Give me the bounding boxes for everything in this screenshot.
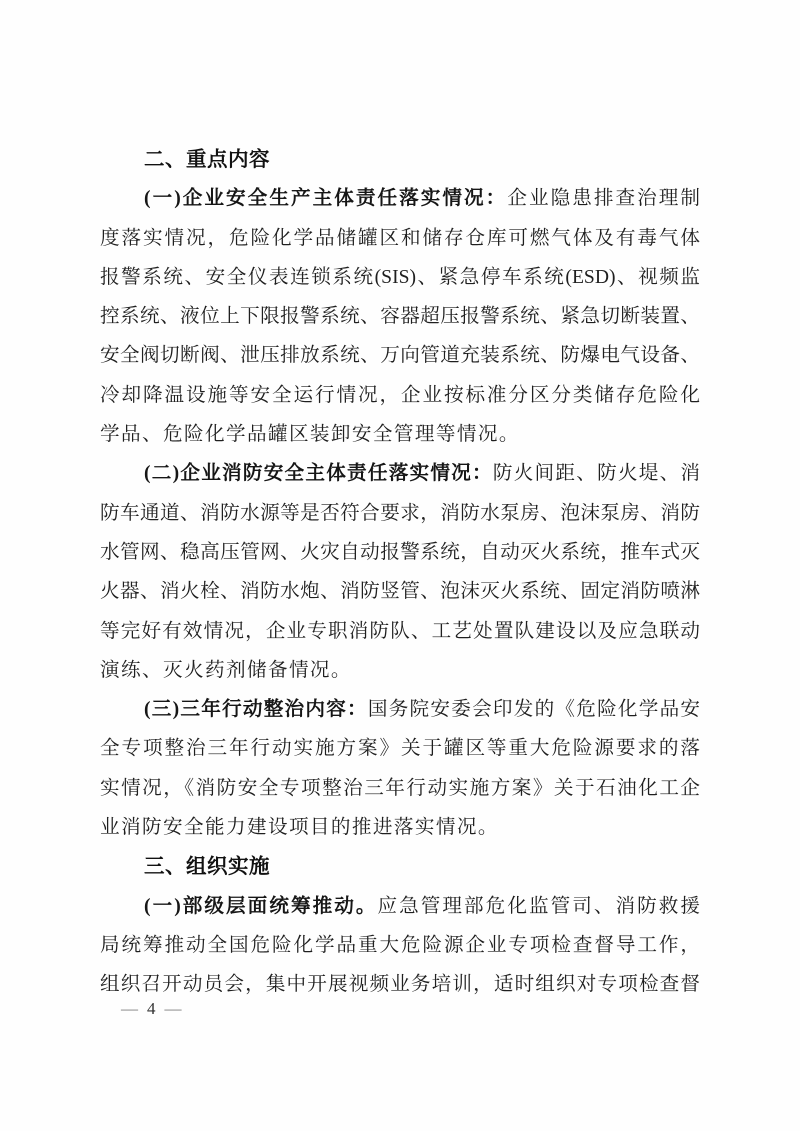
section-heading-organization: 三、组织实施 [144,855,270,879]
para3-line-1-rest: 国务院安委会印发的《危险化学品安 [367,699,700,721]
section-heading-key-content: 二、重点内容 [144,148,270,171]
para3-line-1 [100,690,700,729]
para2-line-1 [100,454,700,493]
para1-line-6: 冷却降温设施等安全运行情况，企业按标准分区分类储存危险化 [100,384,700,406]
para2-line-4: 火器、消火栓、消防水炮、消防竖管、泡沫灭火系统、固定消防喷淋 [100,581,700,603]
para2-line-1-rest: 防火间距、防火堤、消 [492,463,700,485]
para4-lead: (一)部级层面统筹推动。 [144,895,378,917]
para3-line-4: 业消防安全能力建设项目的推进落实情况。 [100,817,499,839]
para1-line-7: 学品、危险化学品罐区装卸安全管理等情况。 [100,424,520,446]
para3-line-3: 实情况，《消防安全专项整治三年行动实施方案》关于石油化工企 [100,777,700,799]
para1-line-1-rest: 企业隐患排查治理制 [507,188,700,210]
para4-line-2: 局统筹推动全国危险化学品重大危险源企业专项检查督导工作， [100,934,700,956]
page-number [121,997,182,1021]
para3-line-2: 全专项整治三年行动实施方案》关于罐区等重大危险源要求的落 [100,738,700,760]
para4-line-3: 组织召开动员会，集中开展视频业务培训，适时组织对专项检查督 [100,974,700,996]
para3-lead: (三)三年行动整治内容： [144,699,368,721]
para2-line-5: 等完好有效情况，企业专职消防队、工艺处置队建设以及应急联动 [100,620,700,642]
page-number-value: 4 [147,999,156,1018]
para1-line-2: 度落实情况，危险化学品储罐区和储存仓库可燃气体及有毒气体 [100,227,700,249]
page-number-dash-right: — [164,999,182,1018]
para1-line-1 [100,179,700,218]
para1-line-5: 安全阀切断阀、泄压排放系统、万向管道充装系统、防爆电气设备、 [100,345,700,367]
para2-line-3: 水管网、稳高压管网、火灾自动报警系统，自动灭火系统，推车式灭 [100,541,700,563]
para4-line-1 [100,887,700,926]
para4-line-1-rest: 应急管理部危化监管司、消防救援 [377,895,700,917]
para2-lead: (二)企业消防安全主体责任落实情况： [144,463,493,485]
para2-line-6: 演练、灭火药剂储备情况。 [100,659,352,681]
page-content [100,140,700,1005]
para1-line-3: 报警系统、安全仪表连锁系统(SIS)、紧急停车系统(ESD)、视频监 [100,266,700,288]
para2-line-2: 防车通道、消防水源等是否符合要求，消防水泵房、泡沫泵房、消防 [100,502,700,524]
page-number-dash-left: — [121,999,138,1018]
para1-line-4: 控系统、液位上下限报警系统、容器超压报警系统、紧急切断装置、 [100,306,700,328]
para1-lead: (一)企业安全生产主体责任落实情况： [144,188,508,210]
